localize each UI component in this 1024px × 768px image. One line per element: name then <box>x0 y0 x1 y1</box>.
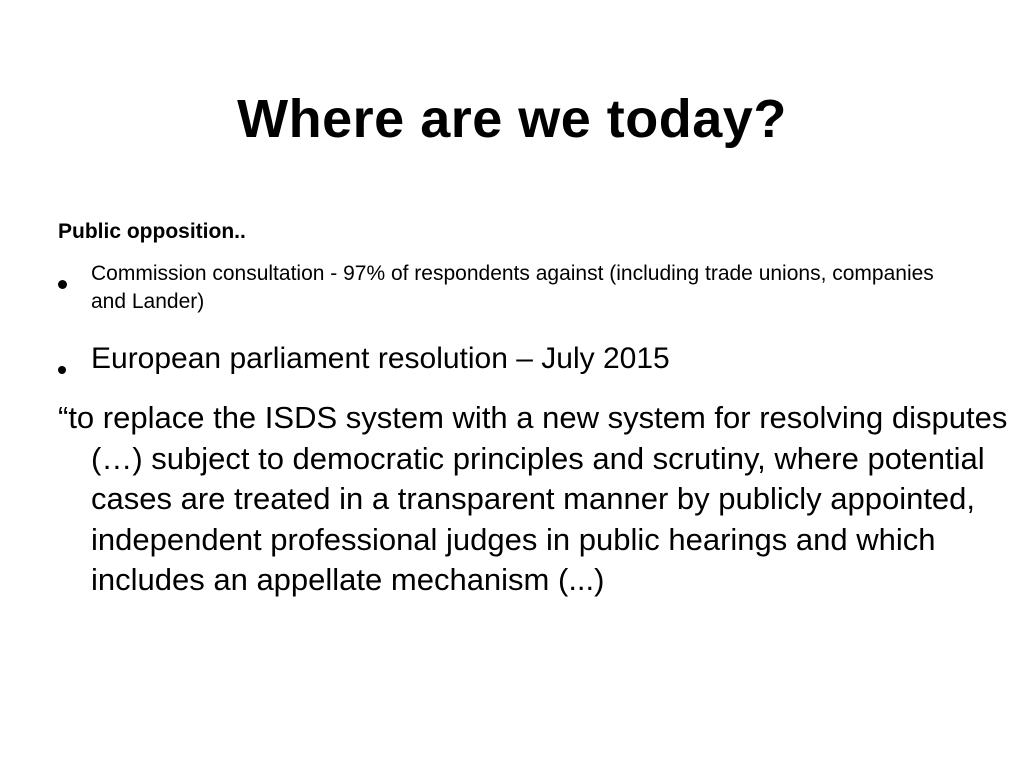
resolution-quote: “to replace the ISDS system with a new system for resolving disputes (…) subject to democratic principles and scrutiny, where potential cases are treated in a transparent manner by publicly appointed, independent professional judges in public hearings and which includes an appellate mechanism (...) <box>58 400 1008 597</box>
bullet-dot-icon <box>58 366 66 374</box>
subheading: Public opposition.. <box>58 220 246 243</box>
bullet-dot-icon <box>58 280 67 289</box>
slide-title: Where are we today? <box>237 89 787 149</box>
bullet-text: Commission consultation - 97% of respondents against (including trade unions, companies and Lander) <box>91 262 934 313</box>
bullet-text: European parliament resolution – July 2015 <box>91 342 670 375</box>
